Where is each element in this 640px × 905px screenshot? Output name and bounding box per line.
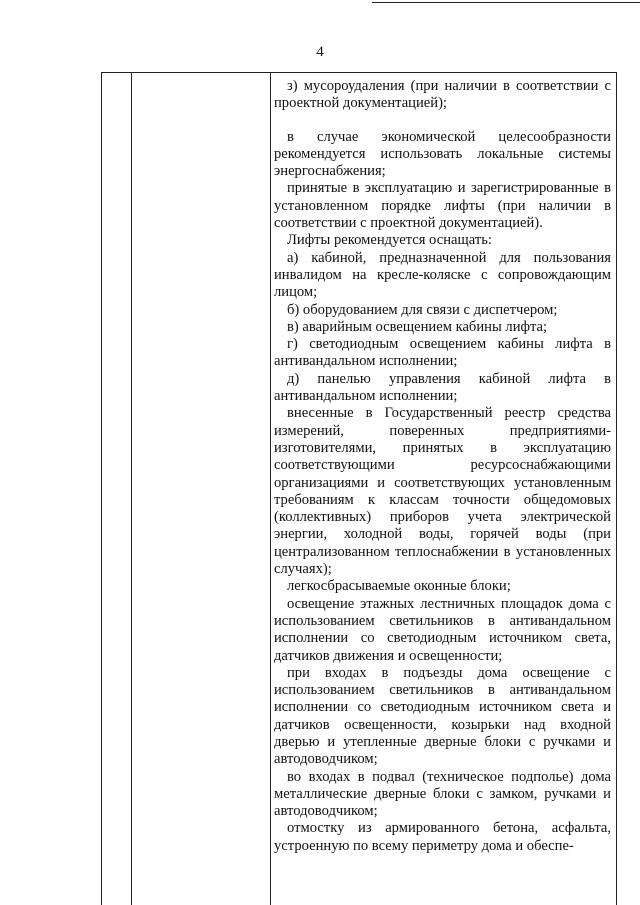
paragraph-led-lighting: г) светодиодным освещением кабины лифта в антивандальном исполнении; [274, 336, 611, 370]
paragraph-window-blocks: легкосбрасываемые оконные блоки; [287, 578, 511, 595]
paragraph-dispatcher-link: б) оборудованием для связи с диспетчером; [287, 301, 558, 318]
paragraph-elevator-equipment-heading: Лифты рекомендуется оснащать: [287, 232, 492, 249]
page-number: 4 [316, 44, 324, 60]
column-divider-1 [131, 73, 132, 905]
paragraph-local-energy: в случае экономической целесообразности рекомендуется использовать локальные системы энергоснабжения; [274, 128, 611, 180]
paragraph-control-panel: д) панелью управления кабиной лифта в антивандальном исполнении; [274, 370, 611, 405]
paragraph-elevator-cabin: а) кабиной, предназначенной для пользования инвалидом на кресле-коляске с сопровождающим лицом; [274, 249, 611, 301]
paragraph-blind-area: отмостку из армированного бетона, асфальта, устроенную по всему периметру дома и обеспе- [274, 820, 611, 854]
paragraph-metering-devices: внесенные в Государственный реестр средства измерений, поверенных предприятиями-изготовителями, принятых в эксплуатацию соответствующими ресурсоснабжающими организациями и соответствующих установленным требованиям к классам точности общедомовых (коллективных) приборов учета электрической энергии, холодной воды, горячей воды (при централизованном теплоснабжении в установленных случаях); [274, 405, 611, 578]
top-rule [372, 2, 640, 3]
column-divider-2 [270, 73, 271, 905]
paragraph-elevators: принятые в эксплуатацию и зарегистрированные в установленном порядке лифты (при наличии в соответствии с проектной документацией). [274, 180, 611, 232]
paragraph-entrance-lighting: при входах в подъезды дома освещение с использованием светильников в антивандальном исполнении со светодиодным источником света и датчиков освещенности, козырьки над входной дверью и утепленные дверные блоки с ручками и автодоводчиком; [274, 664, 611, 768]
requirements-text-column [274, 78, 611, 855]
paragraph-stair-lighting: освещение этажных лестничных площадок дома с использованием светильников в антивандальном исполнении со светодиодным источником света, датчиков движения и освещенности; [274, 595, 611, 664]
paragraph-waste-disposal: з) мусороудаления (при наличии в соответствии с проектной документацией); [274, 78, 611, 112]
paragraph-emergency-lighting: в) аварийным освещением кабины лифта; [287, 318, 548, 335]
paragraph-basement-doors: во входах в подвал (техническое подполье) дома металлические дверные блоки с замком, ручками и автодоводчиком; [274, 768, 611, 820]
